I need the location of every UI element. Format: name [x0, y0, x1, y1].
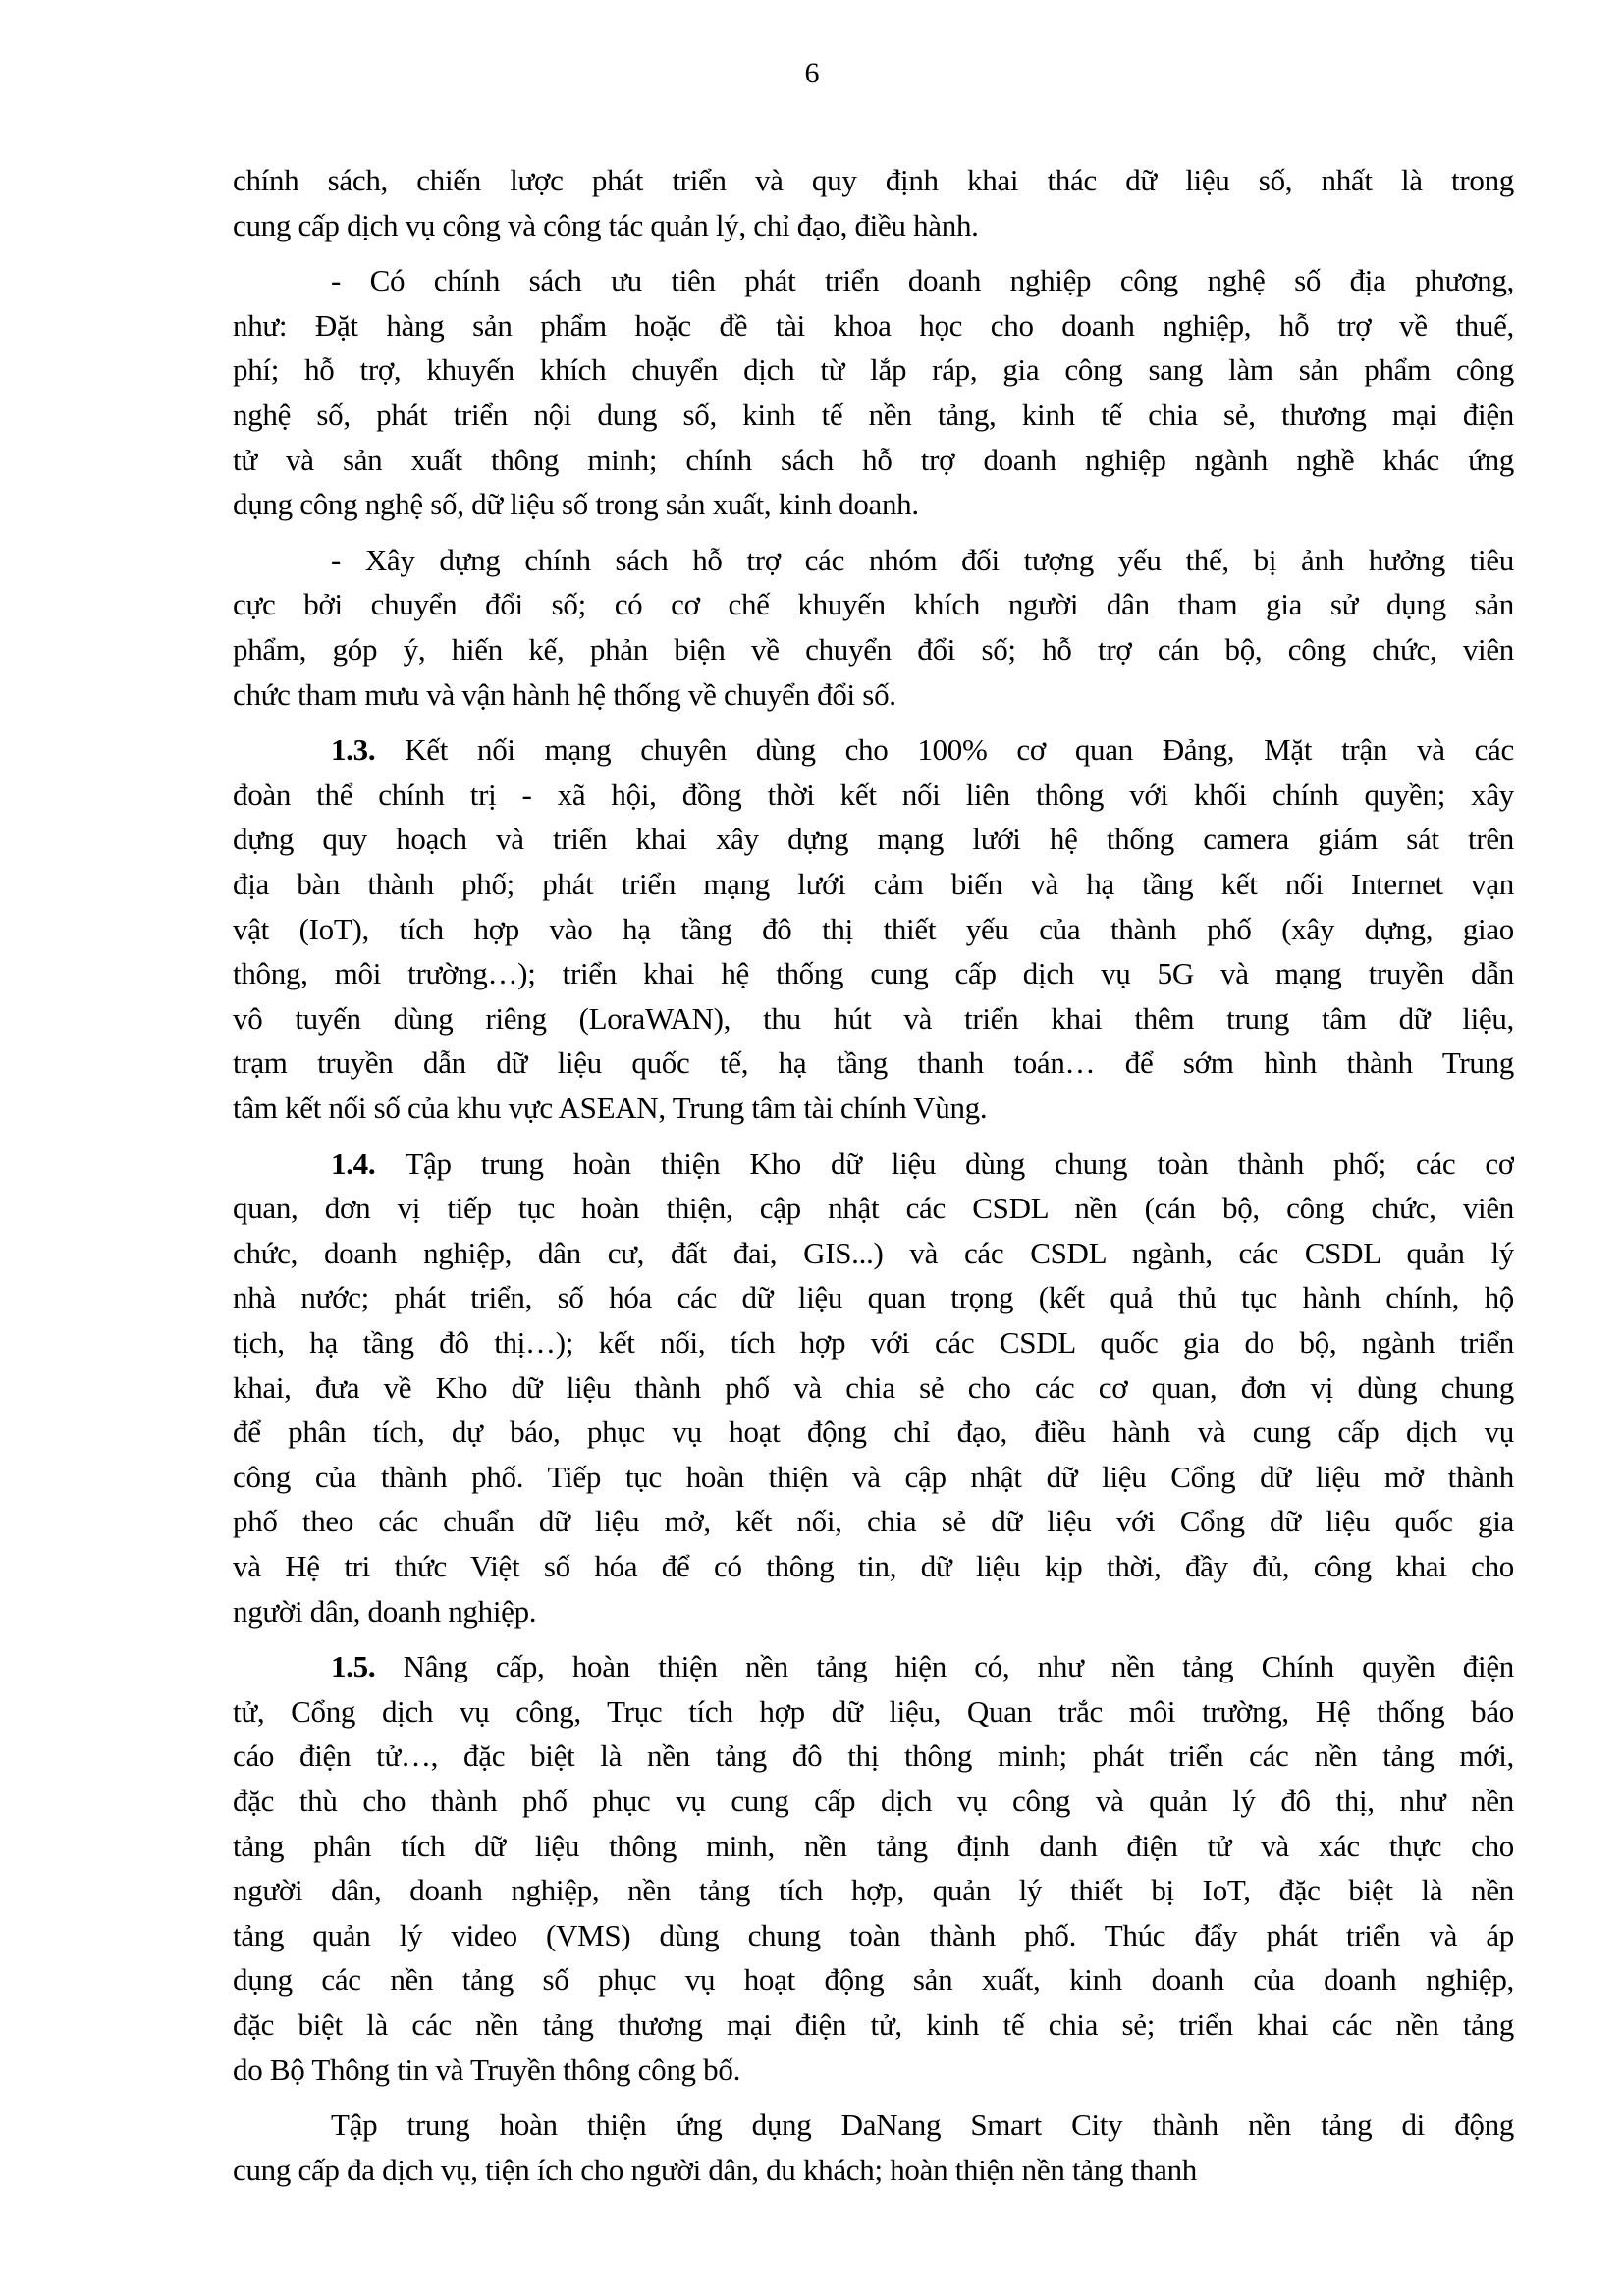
line-text: người dân, doanh nghiệp, nền tảng tích hợp, quản lý thiết bị IoT, đặc biệt là nền: [233, 1873, 1514, 1907]
line-text: địa bàn thành phố; phát triển mạng lưới cảm biến và hạ tầng kết nối Internet vạn: [233, 867, 1514, 901]
line-text: Tập trung hoàn thiện ứng dụng DaNang Smart City thành nền tảng di động: [331, 2108, 1514, 2142]
text-line: [233, 1088, 1514, 1129]
text-line: [233, 819, 1514, 860]
text-line: [233, 674, 1514, 716]
line-text: dựng quy hoạch và triển khai xây dựng mạng lưới hệ thống camera giám sát trên: [233, 822, 1514, 856]
line-text: phẩm, góp ý, hiến kế, phản biện về chuyển đổi số; hỗ trợ cán bộ, công chức, viên: [233, 632, 1514, 667]
line-text: - Xây dựng chính sách hỗ trợ các nhóm đối tượng yếu thế, bị ảnh hưởng tiêu: [331, 543, 1514, 577]
text-line: [233, 205, 1514, 246]
text-line: [233, 1691, 1514, 1733]
text-line: [233, 1042, 1514, 1084]
line-text: chức tham mưu và vận hành hệ thống về chuyển đổi số.: [233, 677, 896, 712]
line-text: để phân tích, dự báo, phục vụ hoạt động chỉ đạo, điều hành và cung cấp dịch vụ: [233, 1415, 1514, 1449]
text-line: [233, 1367, 1514, 1409]
text-line: [331, 1646, 1514, 1687]
line-text: như: Đặt hàng sản phẩm hoặc đề tài khoa học cho doanh nghiệp, hỗ trợ về thuế,: [233, 308, 1514, 343]
line-text: đặc thù cho thành phố phục vụ cung cấp dịch vụ công và quản lý đô thị, như nền: [233, 1784, 1514, 1818]
text-line: [233, 1233, 1514, 1274]
line-text: thông, môi trường…); triển khai hệ thống cung cấp dịch vụ 5G và mạng truyền dẫn: [233, 956, 1514, 990]
line-text: Tập trung hoàn thiện Kho dữ liệu dùng chung toàn thành phố; các cơ: [405, 1147, 1514, 1181]
line-text: do Bộ Thông tin và Truyền thông công bố.: [233, 2053, 741, 2087]
text-line: [233, 484, 1514, 525]
line-text: tảng phân tích dữ liệu thông minh, nền tảng định danh điện tử và xác thực cho: [233, 1829, 1514, 1863]
line-text: tử và sản xuất thông minh; chính sách hỗ trợ doanh nghiệp ngành nghề khác ứng: [233, 443, 1514, 477]
text-line: [233, 1826, 1514, 1867]
line-text: và Hệ tri thức Việt số hóa để có thông tin, dữ liệu kịp thời, đầy đủ, công khai cho: [233, 1549, 1514, 1583]
line-text: công của thành phố. Tiếp tục hoàn thiện và cập nhật dữ liệu Cổng dữ liệu mở thành: [233, 1460, 1514, 1494]
text-line: [233, 1322, 1514, 1363]
line-text: người dân, doanh nghiệp.: [233, 1594, 537, 1629]
page-number: 6: [804, 57, 820, 89]
text-line: [233, 2050, 1514, 2091]
line-text: - Có chính sách ưu tiên phát triển doanh nghiệp công nghệ số địa phương,: [331, 263, 1514, 297]
text-line: [233, 1735, 1514, 1777]
text-line: [233, 1546, 1514, 1587]
line-text: cung cấp dịch vụ công và công tác quản lý, chỉ đạo, điều hành.: [233, 208, 979, 242]
text-line: [233, 864, 1514, 905]
section-number: 1.5.: [331, 1649, 404, 1683]
line-text: cực bởi chuyển đổi số; có cơ chế khuyến khích người dân tham gia sử dụng sản: [233, 587, 1514, 621]
line-text: đoàn thể chính trị - xã hội, đồng thời kết nối liên thông với khối chính quyền; xây: [233, 777, 1514, 812]
line-text: phí; hỗ trợ, khuyến khích chuyển dịch từ lắp ráp, gia công sang làm sản phẩm công: [233, 352, 1514, 387]
line-text: vô tuyến dùng riêng (LoraWAN), thu hút và triển khai thêm trung tâm dữ liệu,: [233, 1001, 1514, 1036]
text-line: [233, 440, 1514, 481]
text-line: [233, 1870, 1514, 1911]
text-line: [233, 2150, 1514, 2191]
line-text: Nâng cấp, hoàn thiện nền tảng hiện có, như nền tảng Chính quyền điện: [403, 1649, 1514, 1683]
line-text: tử, Cổng dịch vụ công, Trục tích hợp dữ liệu, Quan trắc môi trường, Hệ thống báo: [233, 1694, 1514, 1729]
text-line: [233, 998, 1514, 1040]
text-line: [233, 1277, 1514, 1318]
text-line: [233, 774, 1514, 816]
text-line: [233, 305, 1514, 347]
line-text: tâm kết nối số của khu vực ASEAN, Trung tâm tài chính Vùng.: [233, 1091, 988, 1125]
line-text: trạm truyền dẫn dữ liệu quốc tế, hạ tầng thanh toán… để sớm hình thành Trung: [233, 1045, 1514, 1080]
line-text: nghệ số, phát triển nội dung số, kinh tế nền tảng, kinh tế chia sẻ, thương mại điện: [233, 398, 1514, 432]
line-text: vật (IoT), tích hợp vào hạ tầng đô thị thiết yếu của thành phố (xây dựng, giao: [233, 912, 1514, 946]
text-line: [233, 1959, 1514, 2001]
line-text: Kết nối mạng chuyên dùng cho 100% cơ quan Đảng, Mặt trận và các: [405, 732, 1514, 767]
line-text: dụng công nghệ số, dữ liệu số trong sản xuất, kinh doanh.: [233, 487, 919, 521]
text-line: [233, 1781, 1514, 1822]
text-line: [331, 2105, 1514, 2146]
section-number: 1.4.: [331, 1147, 406, 1181]
text-line: [233, 953, 1514, 994]
line-text: nhà nước; phát triển, số hóa các dữ liệu quan trọng (kết quả thủ tục hành chính, hộ: [233, 1280, 1514, 1314]
text-line: [233, 349, 1514, 391]
text-line: [233, 1915, 1514, 1956]
text-line: [331, 260, 1514, 301]
text-line: [233, 909, 1514, 950]
text-line: [233, 160, 1514, 201]
text-line: [233, 1501, 1514, 1542]
text-line: [233, 2004, 1514, 2046]
text-line: [331, 1144, 1514, 1185]
line-text: chính sách, chiến lược phát triển và quy định khai thác dữ liệu số, nhất là trong: [233, 163, 1514, 197]
text-line: [233, 629, 1514, 670]
text-line: [233, 1457, 1514, 1498]
line-text: đặc biệt là các nền tảng thương mại điện tử, kinh tế chia sẻ; triển khai các nền tảng: [233, 2007, 1514, 2042]
text-line: [233, 1188, 1514, 1229]
line-text: cung cấp đa dịch vụ, tiện ích cho người dân, du khách; hoàn thiện nền tảng thanh: [233, 2153, 1197, 2187]
line-text: phố theo các chuẩn dữ liệu mở, kết nối, chia sẻ dữ liệu với Cổng dữ liệu quốc gia: [233, 1504, 1514, 1538]
line-text: khai, đưa về Kho dữ liệu thành phố và chia sẻ cho các cơ quan, đơn vị dùng chung: [233, 1370, 1514, 1405]
text-line: [233, 395, 1514, 436]
text-line: [331, 729, 1514, 771]
text-line: [331, 540, 1514, 581]
line-text: dụng các nền tảng số phục vụ hoạt động sản xuất, kinh doanh của doanh nghiệp,: [233, 1962, 1514, 1997]
line-text: tảng quản lý video (VMS) dùng chung toàn thành phố. Thúc đẩy phát triển và áp: [233, 1918, 1514, 1952]
line-text: quan, đơn vị tiếp tục hoàn thiện, cập nhật các CSDL nền (cán bộ, công chức, viên: [233, 1191, 1514, 1225]
section-number: 1.3.: [331, 732, 406, 767]
text-line: [233, 1412, 1514, 1453]
line-text: tịch, hạ tầng đô thị…); kết nối, tích hợp với các CSDL quốc gia do bộ, ngành triển: [233, 1325, 1514, 1360]
line-text: cáo điện tử…, đặc biệt là nền tảng đô thị thông minh; phát triển các nền tảng mới,: [233, 1738, 1514, 1773]
text-line: [233, 1591, 1514, 1632]
line-text: chức, doanh nghiệp, dân cư, đất đai, GIS...) và các CSDL ngành, các CSDL quản lý: [233, 1236, 1514, 1270]
text-line: [233, 584, 1514, 625]
